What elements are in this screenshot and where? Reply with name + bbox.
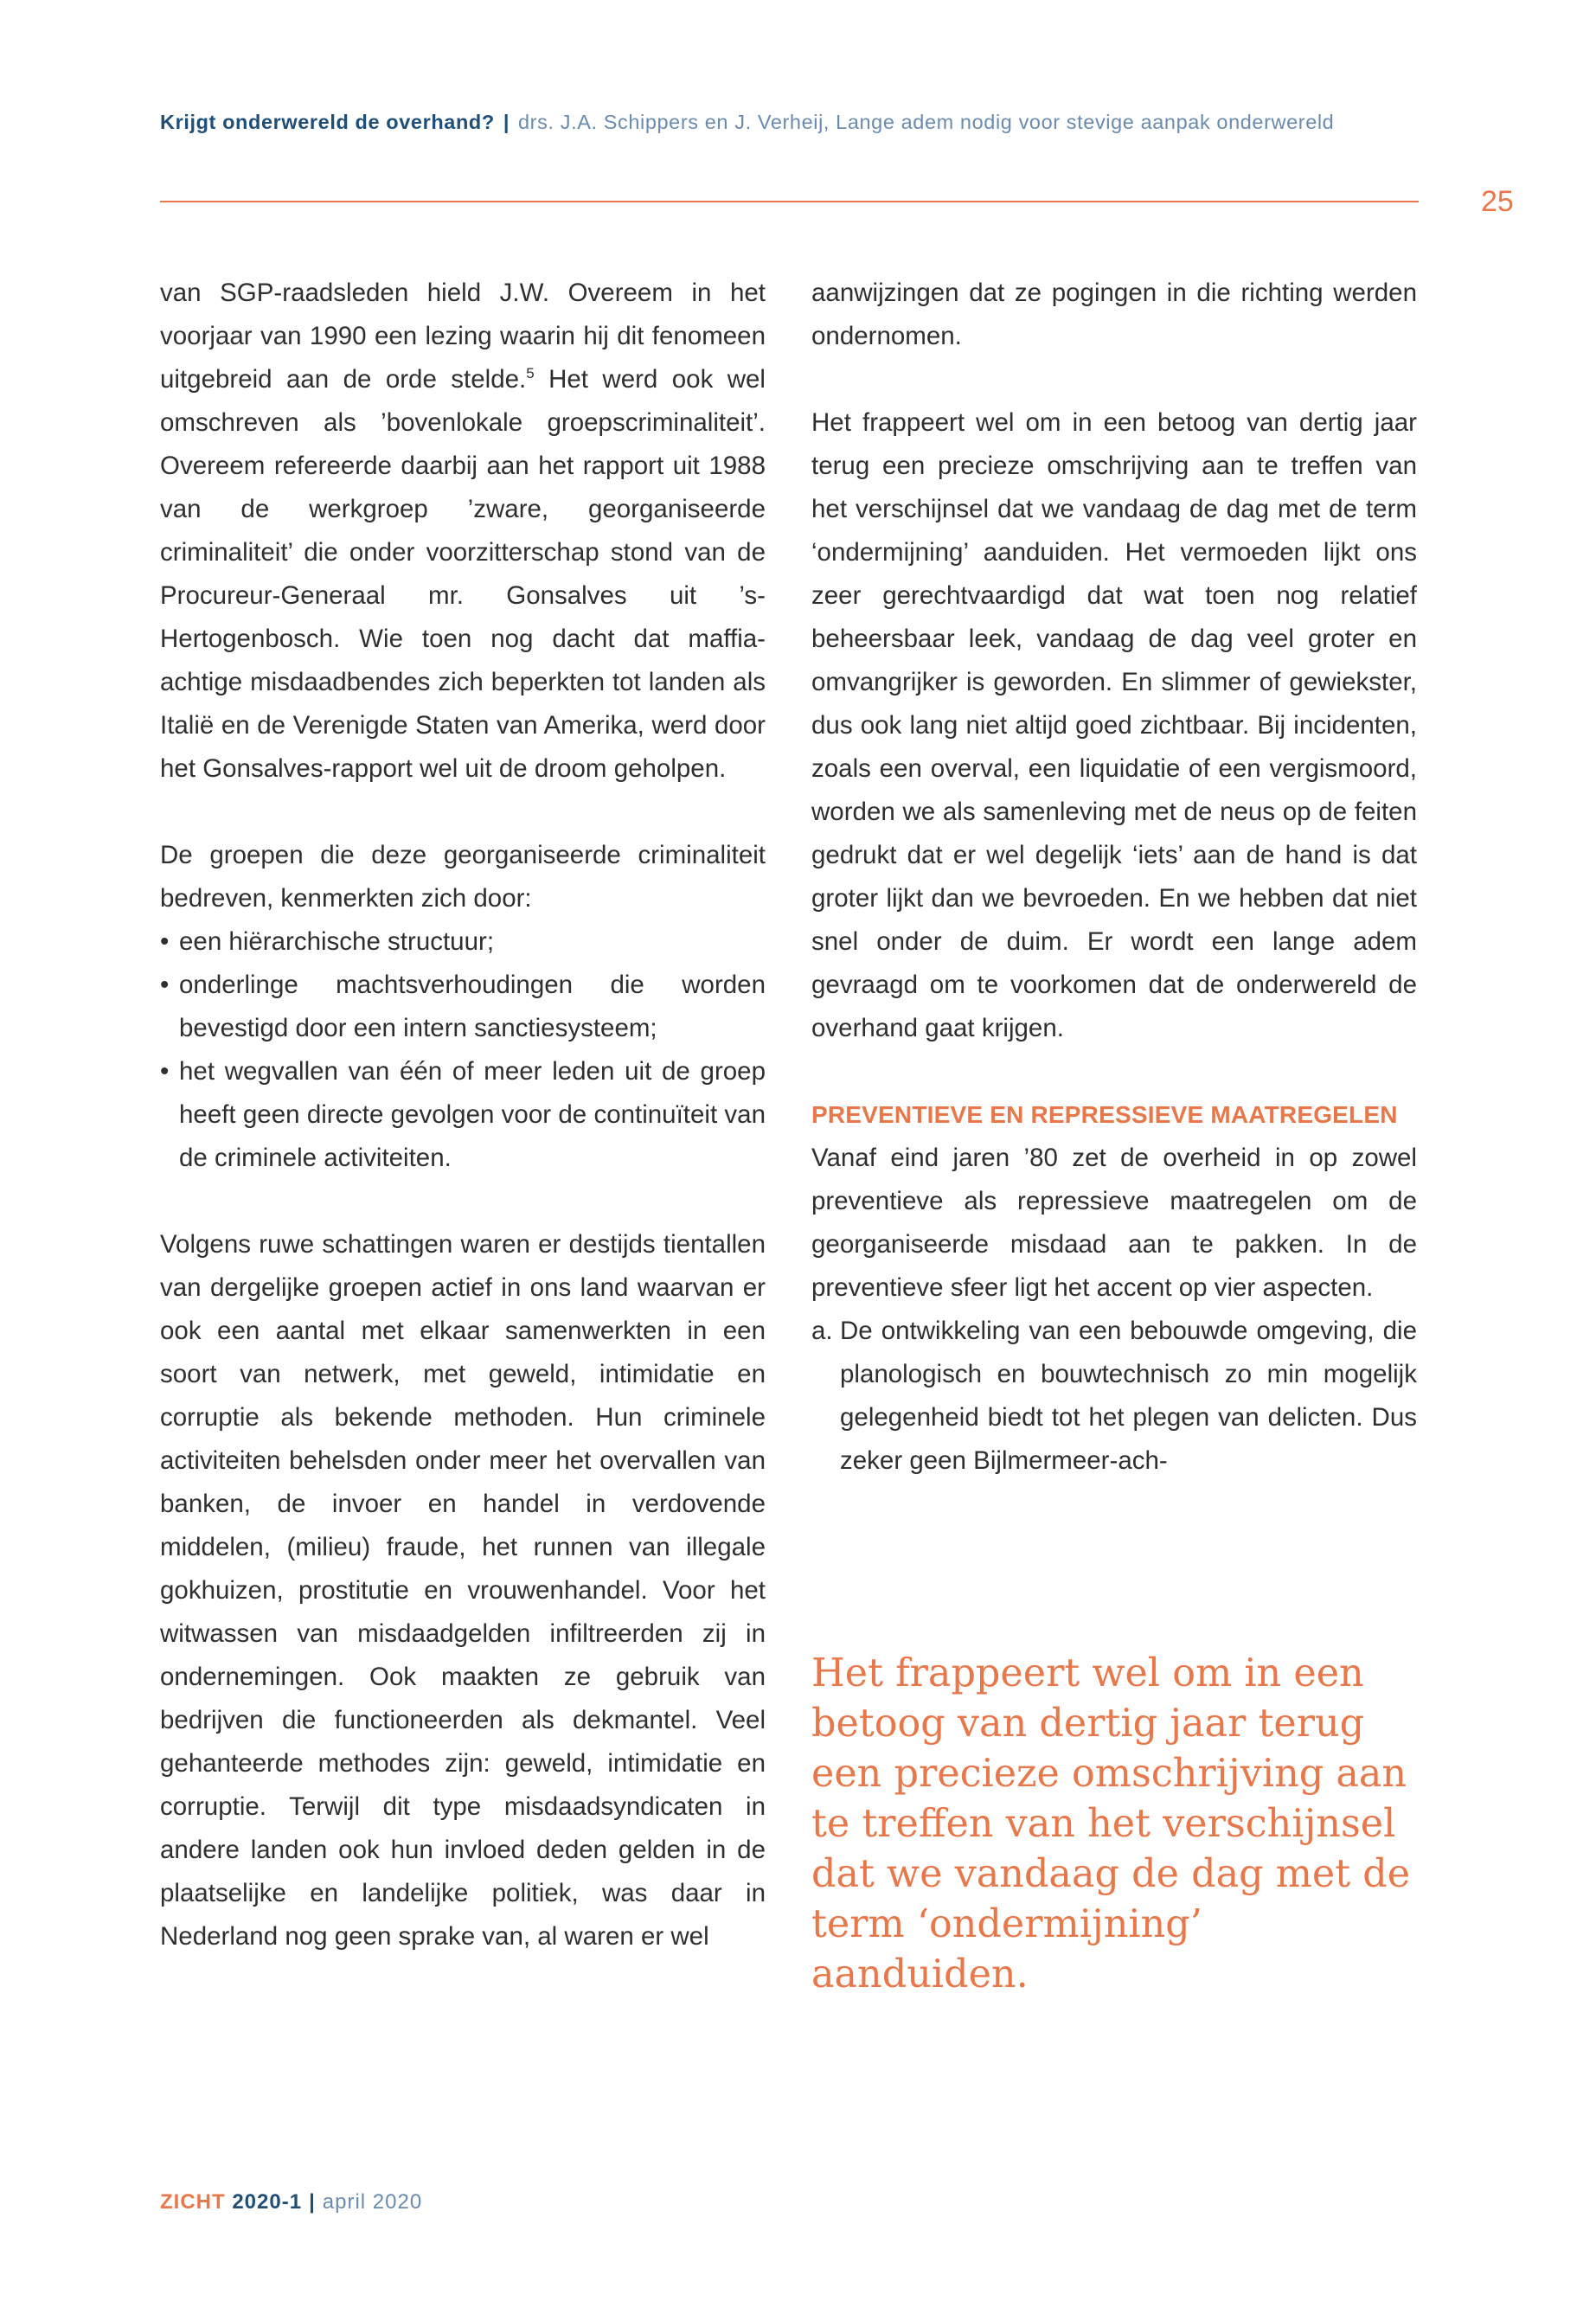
list-marker: a.	[811, 1317, 833, 1345]
running-head-separator: |	[503, 111, 510, 133]
page-number: 25	[1481, 185, 1514, 218]
footer	[160, 2190, 422, 2214]
paragraph: Het frappeert wel om in een betoog van dertig jaar terug een precieze omschrijving aan te treffen van het verschijnsel dat we vandaag de dag met de term ‘ondermijning’ aanduiden. Het vermoeden lijkt ons zeer gerechtvaardigd dat wat toen nog relatief beheersbaar leek, vandaag de dag veel groter en omvangrijker is geworden. En slimmer of gewiekster, dus ook lang niet altijd goed zichtbaar. Bij incidenten, zoals een overval, een liquidatie of een vergismoord, worden we als samenleving met de neus op de feiten gedrukt dat er wel degelijk ‘iets’ aan de hand is dat groter lijkt dan we bevroeden. En we hebben dat niet snel onder de duim. Er wordt een lange adem gevraagd om te voorkomen dat de onderwereld de overhand gaat krijgen.	[811, 408, 1417, 1042]
footer-date: april 2020	[322, 2190, 423, 2214]
running-head-title: Krijgt onderwereld de overhand?	[160, 111, 495, 133]
footnote-ref[interactable]: 5	[526, 365, 535, 382]
bullet-list	[160, 920, 766, 1180]
list-item: • onderlinge machtsverhoudingen die worden bevestigd door een intern sanctiesysteem;	[160, 964, 766, 1050]
paragraph: aanwijzingen dat ze pogingen in die richting werden ondernomen.	[811, 279, 1417, 350]
running-head	[160, 111, 1423, 134]
footer-issue: 2020-1	[232, 2190, 303, 2214]
section-heading: PREVENTIEVE EN REPRESSIEVE MAATREGELEN	[811, 1101, 1398, 1128]
list-item	[811, 1310, 1417, 1483]
paragraph: Volgens ruwe schattingen waren er destijds tientallen van dergelijke groepen actief in ons land waarvan er ook een aantal met elkaar samenwerkten in een soort van netwerk, met geweld, intimidatie en corruptie als bekende methoden. Hun criminele activiteiten behelsden onder meer het overvallen van banken, de invoer en handel in verdovende middelen, (milieu) fraude, het runnen van illegale gokhuizen, prostitutie en vrouwenhandel. Voor het witwassen van misdaadgelden infiltreerden zij in ondernemingen. Ook maakten ze gebruik van bedrijven die functioneerden als dekmantel. Veel gehanteerde methodes zijn: geweld, intimidatie en corruptie. Terwijl dit type misdaadsyndicaten in andere landen ook hun invloed deden gelden in de plaatselijke en landelijke politiek, was daar in Nederland nog geen sprake van, al waren er wel	[160, 1230, 766, 1951]
list-item: • een hiërarchische structuur;	[160, 920, 766, 964]
paragraph-text: Het werd ook wel omschreven als ’bovenlokale groepscriminaliteit’. Overeem refereerde daarbij aan het rapport uit 1988 van de werkgroep ’zware, georganiseerde criminaliteit’ die onder voorzitterschap stond van de Procureur-Generaal mr. Gonsalves uit ’s-Hertogenbosch. Wie toen nog dacht dat maffia-achtige misdaadbendes zich beperkten tot landen als Italië en de Verenigde Staten van Amerika, werd door het Gonsalves-rapport wel uit de droom geholpen.	[160, 365, 766, 783]
right-column	[811, 272, 1417, 1483]
left-column	[160, 272, 766, 1958]
paragraph-text: van SGP-raadsleden hield J.W. Overeem in het voorjaar van 1990 een lezing waarin hij dit fenomeen uitgebreid aan de orde stelde.	[160, 279, 766, 394]
header-divider	[160, 201, 1419, 202]
paragraph: Vanaf eind jaren ’80 zet de overheid in op zowel preventieve als repressieve maatregelen om de georganiseerde misdaad aan te pakken. In de preventieve sfeer ligt het accent op vier aspecten.	[811, 1144, 1417, 1302]
running-head-subtitle: drs. J.A. Schippers en J. Verheij, Lange adem nodig voor stevige aanpak onderwereld	[518, 111, 1335, 133]
lettered-list	[811, 1310, 1417, 1483]
pull-quote: Het frappeert wel om in een betoog van dertig jaar terug een precieze omschrijving aan te treffen van het verschijnsel dat we vandaag de dag met de term ‘ondermijning’ aanduiden.	[811, 1651, 1411, 1997]
list-item-text: De ontwikkeling van een bebouwde omgeving, die planologisch en bouwtechnisch zo min mogelijk gelegenheid biedt tot het plegen van delicten. Dus zeker geen Bijlmermeer-ach-	[840, 1317, 1417, 1475]
footer-magazine: ZICHT	[160, 2190, 226, 2214]
paragraph	[160, 272, 766, 791]
footer-separator: |	[309, 2190, 316, 2214]
list-item: • het wegvallen van één of meer leden uit de groep heeft geen directe gevolgen voor de continuïteit van de criminele activiteiten.	[160, 1050, 766, 1180]
paragraph: De groepen die deze georganiseerde criminaliteit bedreven, kenmerkten zich door:	[160, 841, 766, 913]
